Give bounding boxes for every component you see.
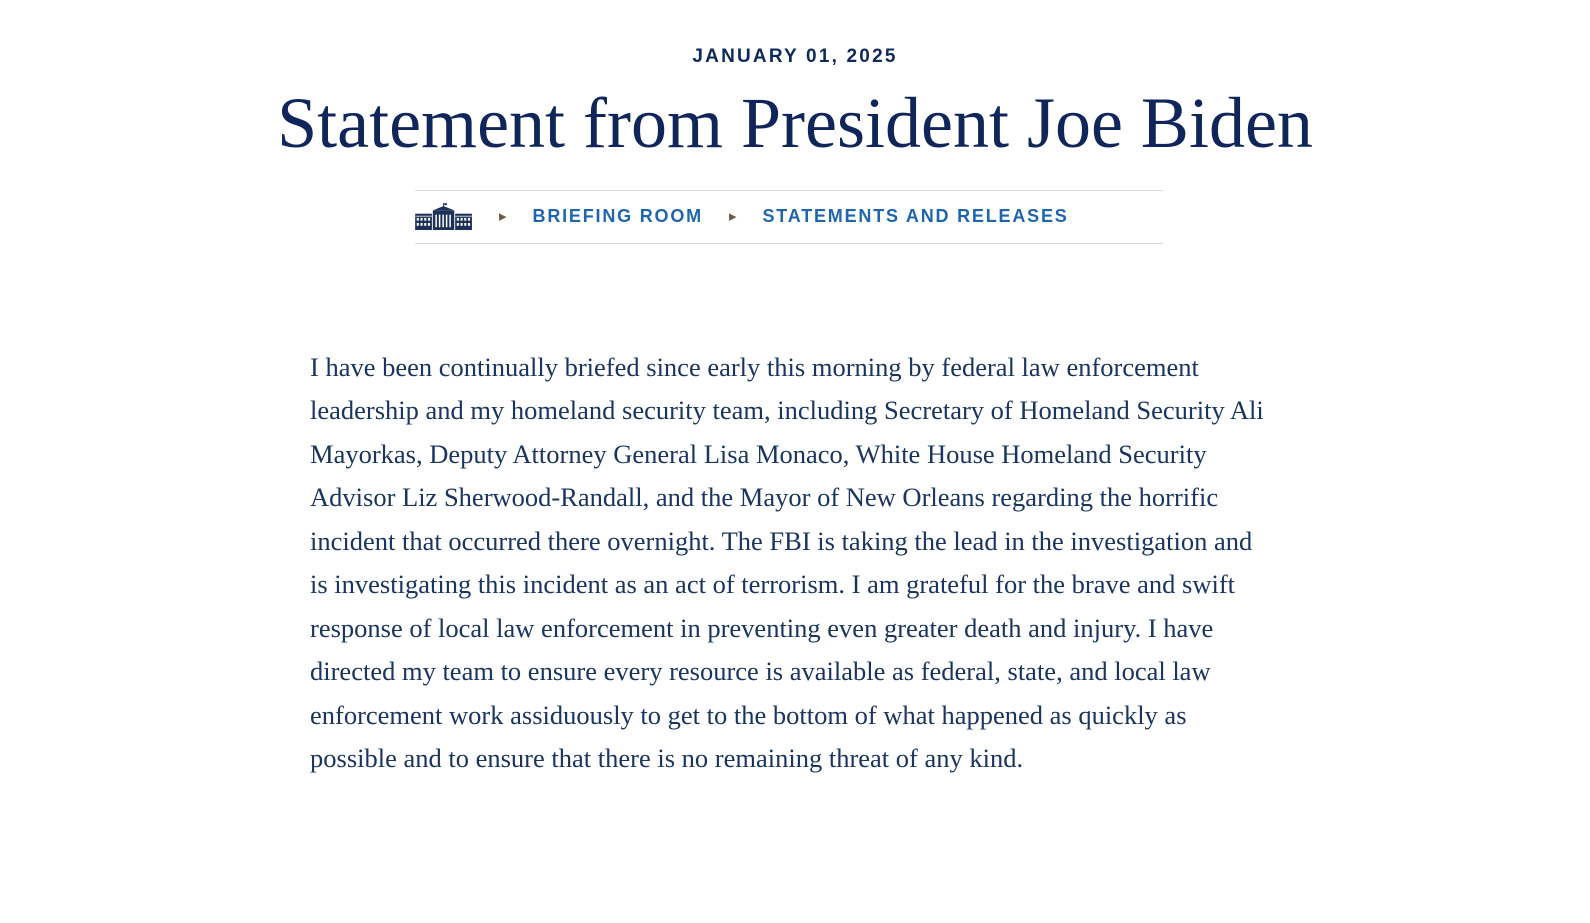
breadcrumb — [415, 190, 1163, 244]
page-title: Statement from President Joe Biden — [277, 83, 1313, 163]
statement-paragraph: I have been continually briefed since early this morning by federal law enforcement leadership and my homeland security team, including Secretary of Homeland Security Ali Mayorkas, Deputy Attorney General Lisa Monaco, White House Homeland Security Advisor Liz Sherwood-Randall, and the Mayor of New Orleans regarding the horrific incident that occurred there overnight. The FBI is taking the lead in the investigation and is investigating this incident as an act of terrorism. I am grateful for the brave and swift response of local law enforcement in preventing even greater death and injury. I have directed my team to ensure every resource is available as federal, state, and local law enforcement work assiduously to get to the bottom of what happened as quickly as possible and to ensure that there is no remaining threat of any kind. — [310, 351, 1264, 774]
breadcrumb-briefing-room[interactable]: BRIEFING ROOM — [532, 206, 703, 227]
chevron-right-icon: ▸ — [499, 208, 507, 226]
breadcrumb-home-link[interactable] — [415, 203, 473, 230]
white-house-icon — [415, 203, 473, 230]
breadcrumb-statements-and-releases[interactable]: STATEMENTS AND RELEASES — [762, 206, 1069, 227]
chevron-right-icon: ▸ — [728, 208, 737, 226]
post-date: JANUARY 01, 2025 — [692, 46, 898, 67]
